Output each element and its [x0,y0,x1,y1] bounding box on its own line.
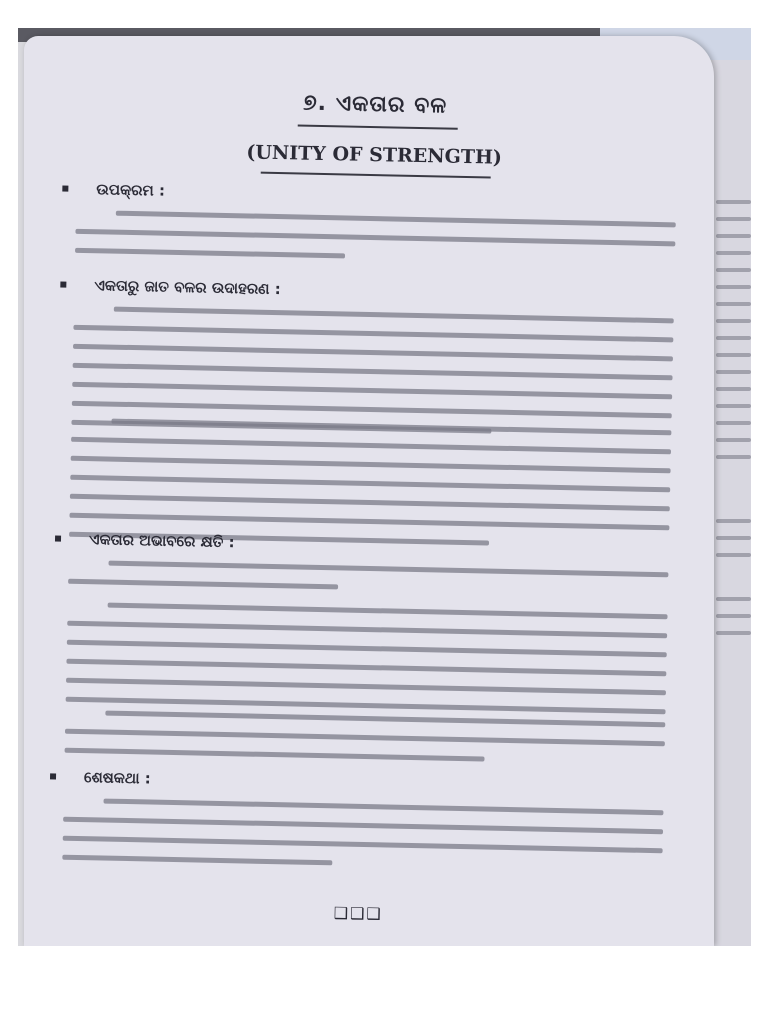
page-content [13,29,722,953]
bullet-icon [62,186,68,192]
section-heading-text: ଏକତାରୁ ଜାତ ବଳର ଉଦାହରଣ : [94,276,281,299]
section-heading-text: ଶେଷକଥା : [83,768,151,788]
paragraph [75,210,676,280]
subtitle-underline [261,172,491,179]
book-page [24,36,714,946]
paragraph [65,602,667,729]
bullet-icon [55,535,61,541]
section-heading-text: ଉପକ୍ରମ : [96,180,166,200]
bullet-icon [60,282,66,288]
adjacent-page-lines [716,200,751,648]
title-underline [298,124,458,129]
chapter-title: ୭. ଏକତାର ବଳ [302,90,448,119]
section-heading [60,276,281,299]
photo-bottom-margin [0,946,768,1024]
end-mark: ❑❑❑ [333,903,383,924]
section-heading-text: ଏକତାର ଅଭାବରେ କ୍ଷତି : [88,530,235,552]
section-heading [55,529,235,551]
section-heading [50,767,151,787]
paragraph [62,798,663,887]
chapter-subtitle: (UNITY OF STRENGTH) [246,141,503,169]
paragraph [64,710,665,780]
bullet-icon [50,773,56,779]
section-heading [62,180,165,200]
